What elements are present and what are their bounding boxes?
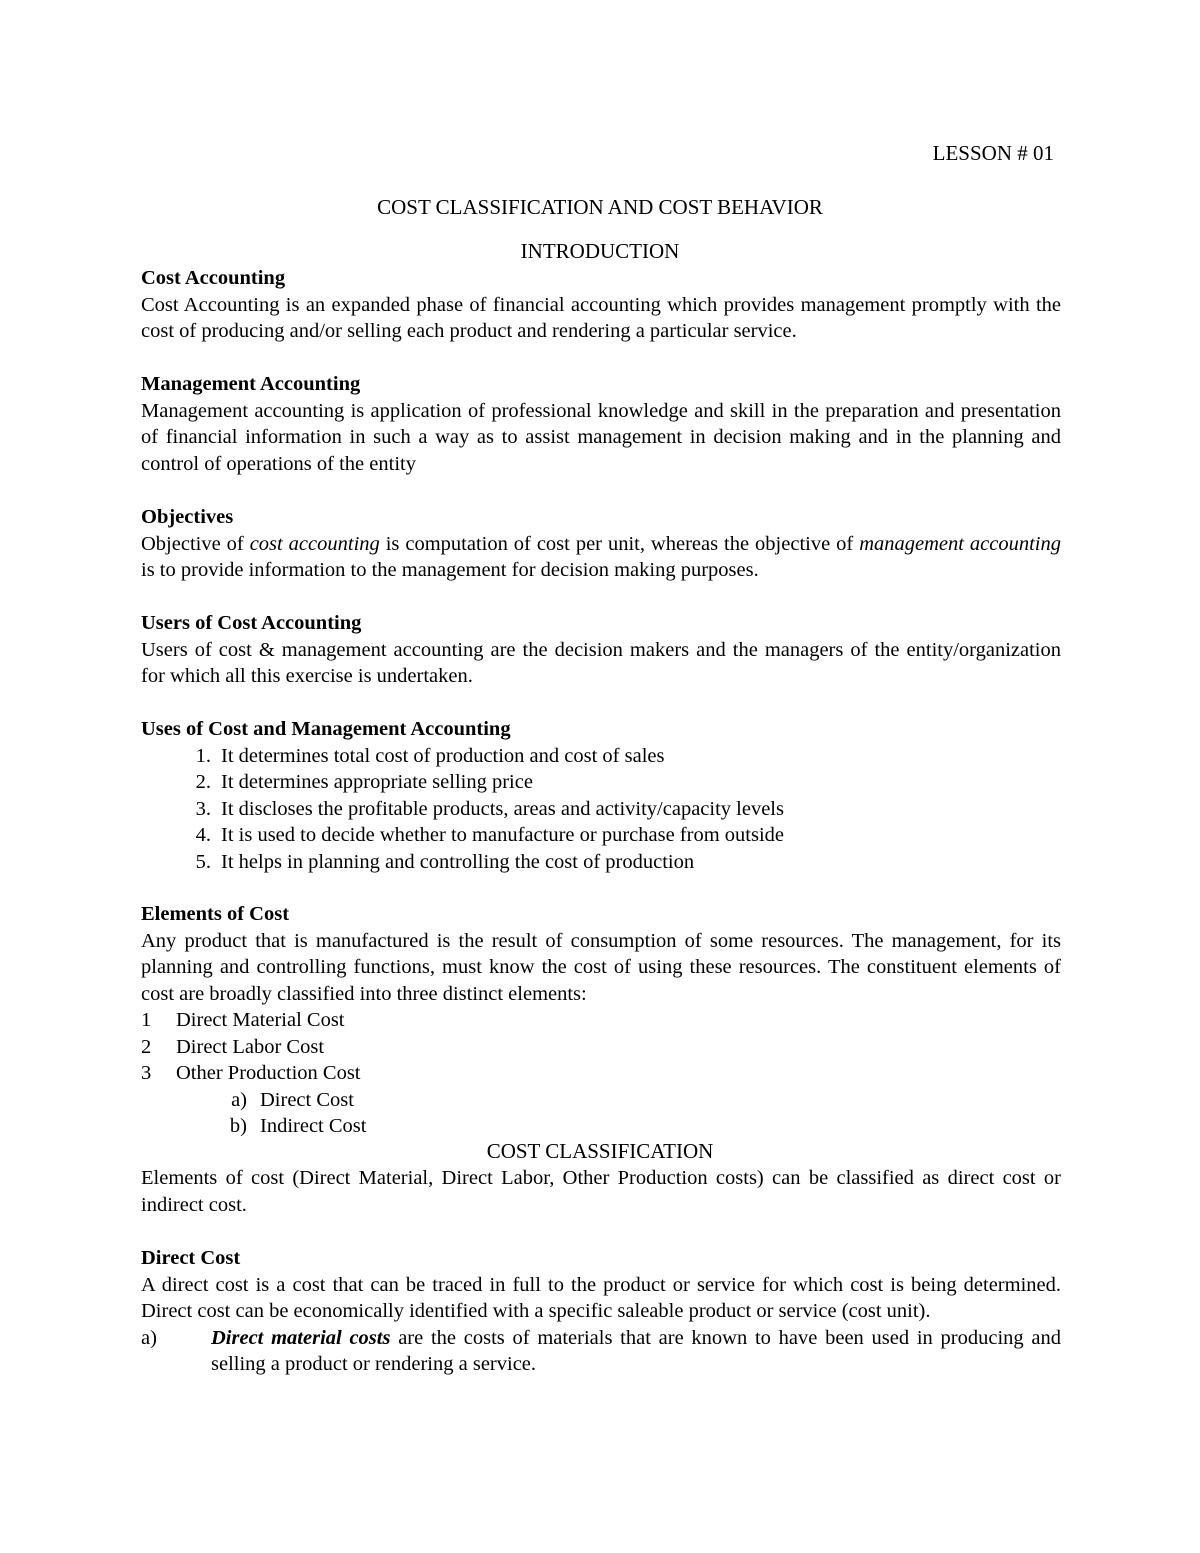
list-text: It determines total cost of production and cost of sales (221, 744, 665, 767)
sub-list-item (141, 1087, 1061, 1114)
objectives-section (141, 504, 1061, 584)
list-text: It helps in planning and controlling the cost of production (221, 850, 695, 873)
list-text: It is used to decide whether to manufacture or purchase from outside (221, 824, 784, 846)
sub-list-item (141, 1113, 1061, 1140)
list-item (141, 1034, 1061, 1061)
list-number: 2 (141, 1035, 152, 1058)
direct-material-costs-term: Direct material costs (211, 1326, 391, 1349)
list-text: Direct Labor Cost (176, 1035, 325, 1058)
list-number: 1 (141, 1009, 152, 1031)
document-title: COST CLASSIFICATION AND COST BEHAVIOR (377, 195, 823, 219)
cost-accounting-text: Cost Accounting is an expanded phase of financial accounting which provides management promptly with the cost of producing and/or selling each product and rendering a particular service. (141, 293, 1061, 342)
objectives-text-part: is to provide information to the management for decision making purposes. (141, 559, 759, 581)
users-text: Users of cost & management accounting are the decision makers and the managers of the entity/organization for which all this exercise is undertaken. (141, 638, 1061, 687)
list-item (141, 1060, 1061, 1087)
classification-paragraph: Elements of cost (Direct Material, Direct Labor, Other Production costs) can be classified as direct cost or indirect cost. (141, 1167, 1061, 1216)
elements-section (141, 901, 1061, 1140)
uses-section (141, 716, 1061, 875)
list-number: 4. (195, 824, 211, 846)
objectives-text (141, 531, 1061, 584)
elements-text: Any product that is manufactured is the result of consumption of some resources. The management, for its planning and controlling functions, must know the cost of using these resources. The constituent elements of cost are broadly classified into three distinct elements: (141, 929, 1061, 1005)
management-accounting-heading: Management Accounting (141, 373, 361, 395)
list-number: 1. (195, 744, 211, 767)
management-accounting-section (141, 371, 1061, 477)
objectives-cost-accounting-term: cost accounting (249, 532, 380, 555)
lesson-number: LESSON # 01 (932, 141, 1054, 165)
direct-cost-section (141, 1245, 1061, 1378)
list-item (141, 1325, 1061, 1378)
cost-classification-heading: COST CLASSIFICATION (486, 1139, 714, 1163)
list-text: It discloses the profitable products, areas and activity/capacity levels (221, 797, 784, 820)
list-item (141, 822, 1061, 849)
cost-accounting-section (141, 265, 1061, 345)
objectives-heading: Objectives (141, 506, 234, 528)
list-letter: a) (141, 1326, 157, 1349)
cost-accounting-heading: Cost Accounting (141, 267, 286, 289)
list-item (141, 849, 1061, 876)
users-section (141, 610, 1061, 690)
list-text: Indirect Cost (260, 1115, 367, 1137)
list-text-part: are the costs of materials that are known to have been used in producing and selling a product or rendering a service. (211, 1326, 1061, 1375)
uses-heading: Uses of Cost and Management Accounting (141, 718, 511, 740)
section-introduction: INTRODUCTION (520, 239, 680, 263)
list-item (141, 743, 1061, 770)
list-text (211, 1325, 1061, 1378)
list-letter: b) (229, 1115, 247, 1137)
list-item (141, 1007, 1061, 1034)
objectives-management-accounting-term: management accounting (859, 532, 1061, 555)
objectives-text-part: is computation of cost per unit, whereas the objective of (379, 532, 860, 555)
list-letter: a) (231, 1088, 247, 1111)
list-text: Direct Material Cost (176, 1009, 345, 1031)
list-item (141, 769, 1061, 796)
list-item (141, 796, 1061, 823)
list-text: Other Production Cost (176, 1062, 361, 1084)
management-accounting-text: Management accounting is application of professional knowledge and skill in the preparation and presentation of financial information in such a way as to assist management in decision making and in the planning and control of operations of the entity (141, 399, 1061, 475)
list-number: 5. (195, 850, 211, 873)
list-text: It determines appropriate selling price (221, 771, 533, 793)
cost-classification-text (141, 1165, 1061, 1218)
elements-heading: Elements of Cost (141, 903, 290, 925)
list-number: 2. (195, 771, 211, 793)
list-text: Direct Cost (260, 1088, 354, 1111)
direct-cost-heading: Direct Cost (141, 1247, 241, 1269)
list-number: 3. (195, 797, 211, 820)
direct-cost-text: A direct cost is a cost that can be traced in full to the product or service for which cost is being determined. Direct cost can be economically identified with a specific saleable product or service (cost unit). (141, 1273, 1061, 1322)
users-heading: Users of Cost Accounting (141, 612, 362, 634)
objectives-text-part: Objective of (141, 532, 250, 555)
list-number: 3 (141, 1062, 152, 1084)
